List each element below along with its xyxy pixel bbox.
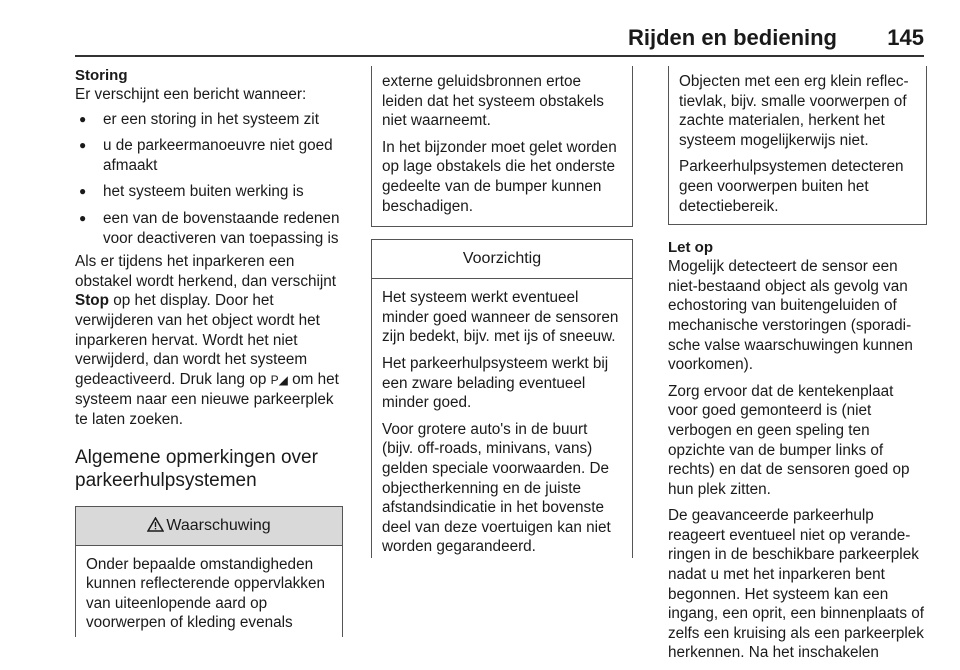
parking-assist-icon: P◢: [270, 372, 288, 387]
warning-box: [75, 506, 343, 637]
caution-box-header: Voorzichtig: [372, 240, 632, 279]
section-heading: Algemene opmerkingen over parkeerhulpsystemen: [75, 446, 318, 491]
list-item: ● het systeem buiten werking is: [75, 182, 343, 202]
header-rule: [75, 55, 924, 57]
intro-text: Er verschijnt een bericht wanneer:: [75, 86, 307, 103]
caution-text: Voor grotere auto's in de buurt (bijv. off-roads, minivans, vans) gelden speciale voorwaarden. De objectherkenning en de juiste afstandsindicatie in het bovenste deel van deze voertuigen kan niet worden gegarandeerd.: [382, 420, 611, 556]
caution-continued-body: [669, 72, 926, 220]
text-run: om het systeem naar een nieuwe parkeerplek te laten zoeken.: [75, 370, 339, 428]
fault-list: [75, 110, 343, 249]
storing-heading: Storing: [75, 67, 128, 84]
warning-box-body: [76, 546, 342, 644]
obstacle-paragraph: [75, 252, 343, 429]
column-2: [371, 66, 633, 558]
warning-triangle-icon: [147, 509, 164, 547]
page-number: 145: [887, 25, 924, 50]
column-1: [75, 66, 343, 637]
note-text: Zorg ervoor dat de kentekenplaat voor goed gemonteerd is (niet verbogen en geen speling ten opzichte van de bumper links of rechts) en dat de sensoren goed op hun plek zitten.: [668, 382, 910, 498]
note-text: De geavanceerde parkeerhulp reageert eventueel niet op veranderingen in de beschikbare parkeerplek nadat u met het inparkeren bent begonnen. Het systeem kan een ingang, een oprit, een binnenplaats of zelfs een kruising als een parkeerplek herkennen. Na het inschakelen: [668, 507, 924, 662]
column-3: [668, 66, 927, 670]
stop-word: Stop: [75, 292, 109, 310]
note-heading: Let op: [668, 239, 713, 257]
caution-text: Het parkeerhulpsysteem werkt bij een zware belading eventueel minder goed.: [382, 354, 609, 412]
list-item: ● u de parkeermanoeuvre niet goed afmaakt: [75, 136, 343, 175]
list-item: ● een van de bovenstaande redenen voor deactiveren van toepassing is: [75, 209, 343, 248]
note-text: Mogelijk detecteert de sensor een niet-bestaand object als gevolg van echostoring van buitengeluiden of mechanische verstoringen (sporadische valse waarschuwingen kunnen voorkomen).: [668, 258, 913, 374]
warning-continued-text-2: In het bijzonder moet gelet worden op lage obstakels die het onderste gedeelte van de bumper kunnen beschadigen.: [382, 138, 617, 215]
warning-text: Onder bepaalde omstandigheden kunnen reflecterende oppervlakken van uiteenlopende aard op voorwerpen of kleding evenals: [86, 555, 325, 632]
warning-continued-body: [372, 72, 632, 220]
caution-box-continued: [668, 66, 927, 225]
warning-box-continued: [371, 66, 633, 227]
caution-continued-text: Objecten met een erg klein reflectievlak, bijv. smalle voorwerpen of zachte materialen, herkent het systeem mogelijkerwijs niet.: [679, 73, 909, 149]
list-item: ● er een storing in het systeem zit: [75, 110, 343, 130]
caution-text: Het systeem werkt eventueel minder goed wanneer de sensoren zijn bedekt, bijv. met ijs of sneeuw.: [382, 289, 619, 346]
warning-continued-text: externe geluidsbronnen ertoe leiden dat het systeem obstakels niet waarneemt.: [382, 73, 604, 130]
header-title: Rijden en bediening: [627, 25, 837, 50]
caution-box-body: [372, 279, 632, 568]
warning-title: Waarschuwing: [166, 516, 271, 534]
text-run: Als er tijdens het inparkeren een obstakel wordt herkend, dan verschijnt: [75, 253, 337, 290]
caution-continued-text-2: Parkeerhulpsystemen detecteren geen voorwerpen buiten het detectiebereik.: [679, 158, 904, 215]
text-run: op het display. Door het verwijderen van het object wordt het inparkeren hervat. Wordt het niet verwijderd, dan wordt het systeem gedeactiveerd. Druk lang op: [75, 292, 320, 388]
warning-box-header: [76, 507, 342, 546]
caution-box: [371, 239, 633, 558]
